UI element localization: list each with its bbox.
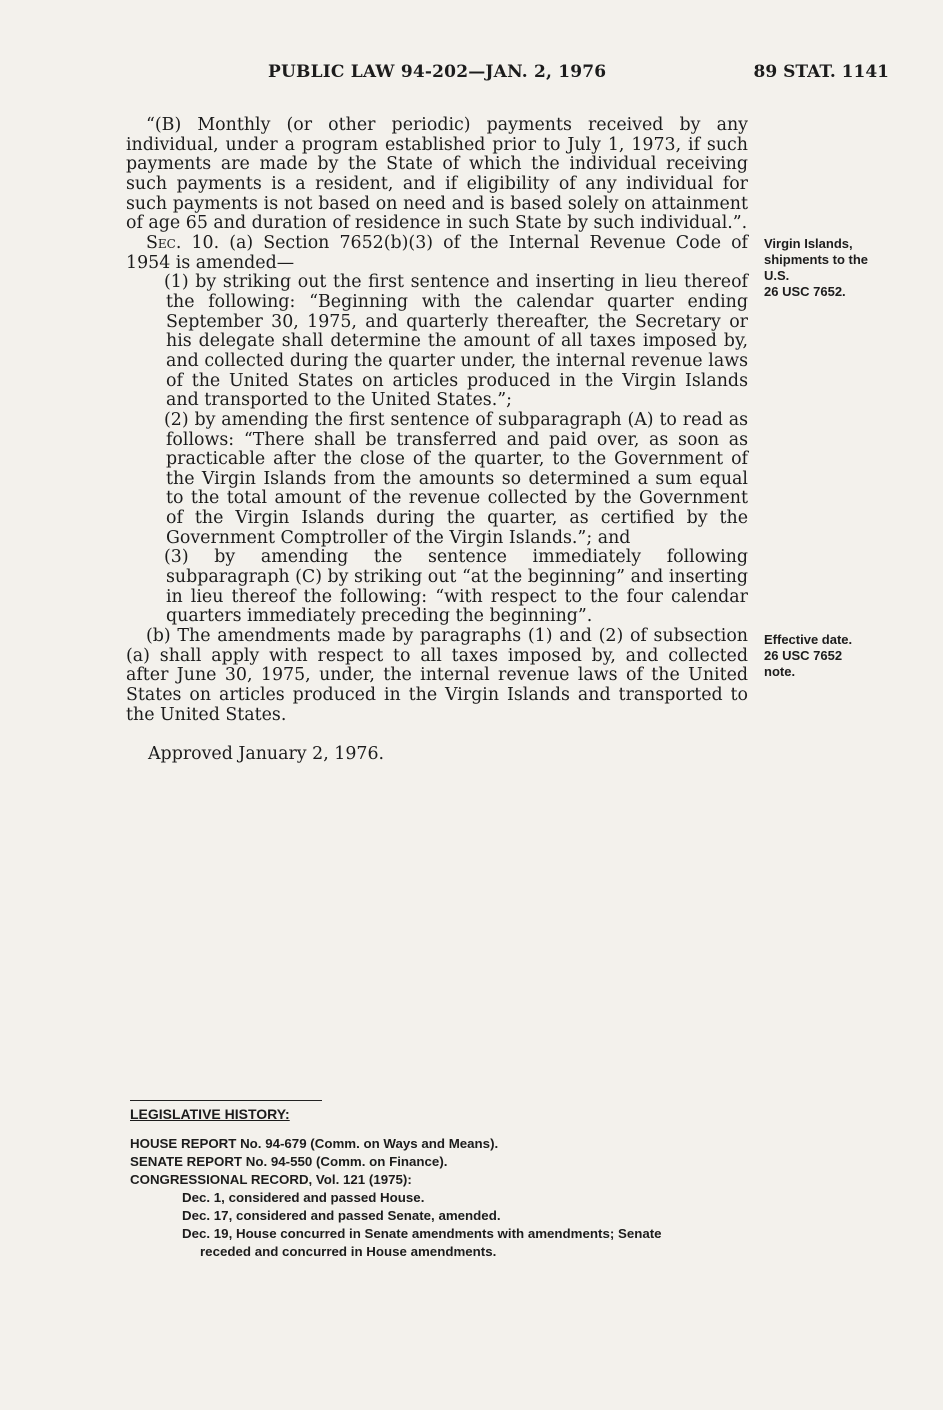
house-report: HOUSE REPORT No. 94-679 (Comm. on Ways and Means). bbox=[130, 1136, 499, 1151]
record-entry-dec-19-cont: receded and concurred in House amendments. bbox=[200, 1244, 497, 1259]
page-header-stat: 89 STAT. 1141 bbox=[753, 62, 889, 82]
item-3: (3) by amending the sentence immediately following subparagraph (C) by striking out “at the beginning” and inserting in lieu thereof the following: “with respect to the four calendar quarters immediately preceding the beginning”. bbox=[164, 547, 748, 627]
margin-note-line: Effective date. bbox=[764, 632, 853, 647]
section-10-paragraph bbox=[126, 234, 748, 273]
statute-body bbox=[126, 116, 748, 725]
congressional-record: CONGRESSIONAL RECORD, Vol. 121 (1975): bbox=[130, 1172, 412, 1187]
margin-note-virgin-islands bbox=[764, 236, 904, 300]
section-10-label: Sec. 10. bbox=[146, 232, 220, 253]
item-1: (1) by striking out the first sentence and inserting in lieu thereof the following: “Beginning with the calendar quarter ending September 30, 1975, and quarterly thereafter, the Secretary or his delegate shall determine the amount of all taxes imposed by, and collected during the quarter under, the internal revenue laws of the United States on articles produced in the Virgin Islands and transported to the United States.”; bbox=[164, 272, 748, 411]
section-10-text: (a) Section 7652(b)(3) of the Internal Revenue Code of 1954 is amended— bbox=[126, 232, 748, 273]
approval-line: Approved January 2, 1976. bbox=[148, 744, 385, 764]
margin-note-line: U.S. bbox=[764, 268, 790, 283]
margin-note-line: shipments to the bbox=[764, 252, 869, 267]
senate-report: SENATE REPORT No. 94-550 (Comm. on Finance). bbox=[130, 1154, 448, 1169]
record-entry-dec-17: Dec. 17, considered and passed Senate, amended. bbox=[182, 1208, 501, 1223]
margin-note-effective-date bbox=[764, 632, 904, 680]
margin-note-line: Virgin Islands, bbox=[764, 236, 853, 251]
margin-note-line: 26 USC 7652. bbox=[764, 284, 846, 299]
legislative-history-heading: LEGISLATIVE HISTORY: bbox=[130, 1106, 290, 1122]
divider bbox=[130, 1100, 322, 1101]
paragraph-b: “(B) Monthly (or other periodic) payments received by any individual, under a program established prior to July 1, 1973, if such payments are made by the State of which the individual receiving such payments is a resident, and if eligibility of any individual for such payments is not based on need and is based solely on attainment of age 65 and duration of residence in such State by such individual.”. bbox=[126, 115, 748, 234]
record-entry-dec-19: Dec. 19, House concurred in Senate amendments with amendments; Senate bbox=[182, 1226, 662, 1241]
paragraph-b-effective: (b) The amendments made by paragraphs (1) and (2) of subsection (a) shall apply with respect to all taxes imposed by, and collected after June 30, 1975, under, the internal revenue laws of the United States on articles produced in the Virgin Islands and transported to the United States. bbox=[126, 626, 748, 725]
record-entry-dec-1: Dec. 1, considered and passed House. bbox=[182, 1190, 425, 1205]
margin-note-line: note. bbox=[764, 664, 796, 679]
legislative-history bbox=[130, 1100, 750, 1261]
margin-note-line: 26 USC 7652 bbox=[764, 648, 843, 663]
item-2: (2) by amending the first sentence of subparagraph (A) to read as follows: “There shall be transferred and paid over, as soon as practicable after the close of the quarter, to the Government of the Virgin Islands from the amounts so determined a sum equal to the total amount of the revenue collected by the Government of the Virgin Islands during the quarter, as certified by the Government Comptroller of the Virgin Islands.”; and bbox=[164, 409, 748, 548]
page-header-title: PUBLIC LAW 94-202—JAN. 2, 1976 bbox=[268, 62, 607, 82]
